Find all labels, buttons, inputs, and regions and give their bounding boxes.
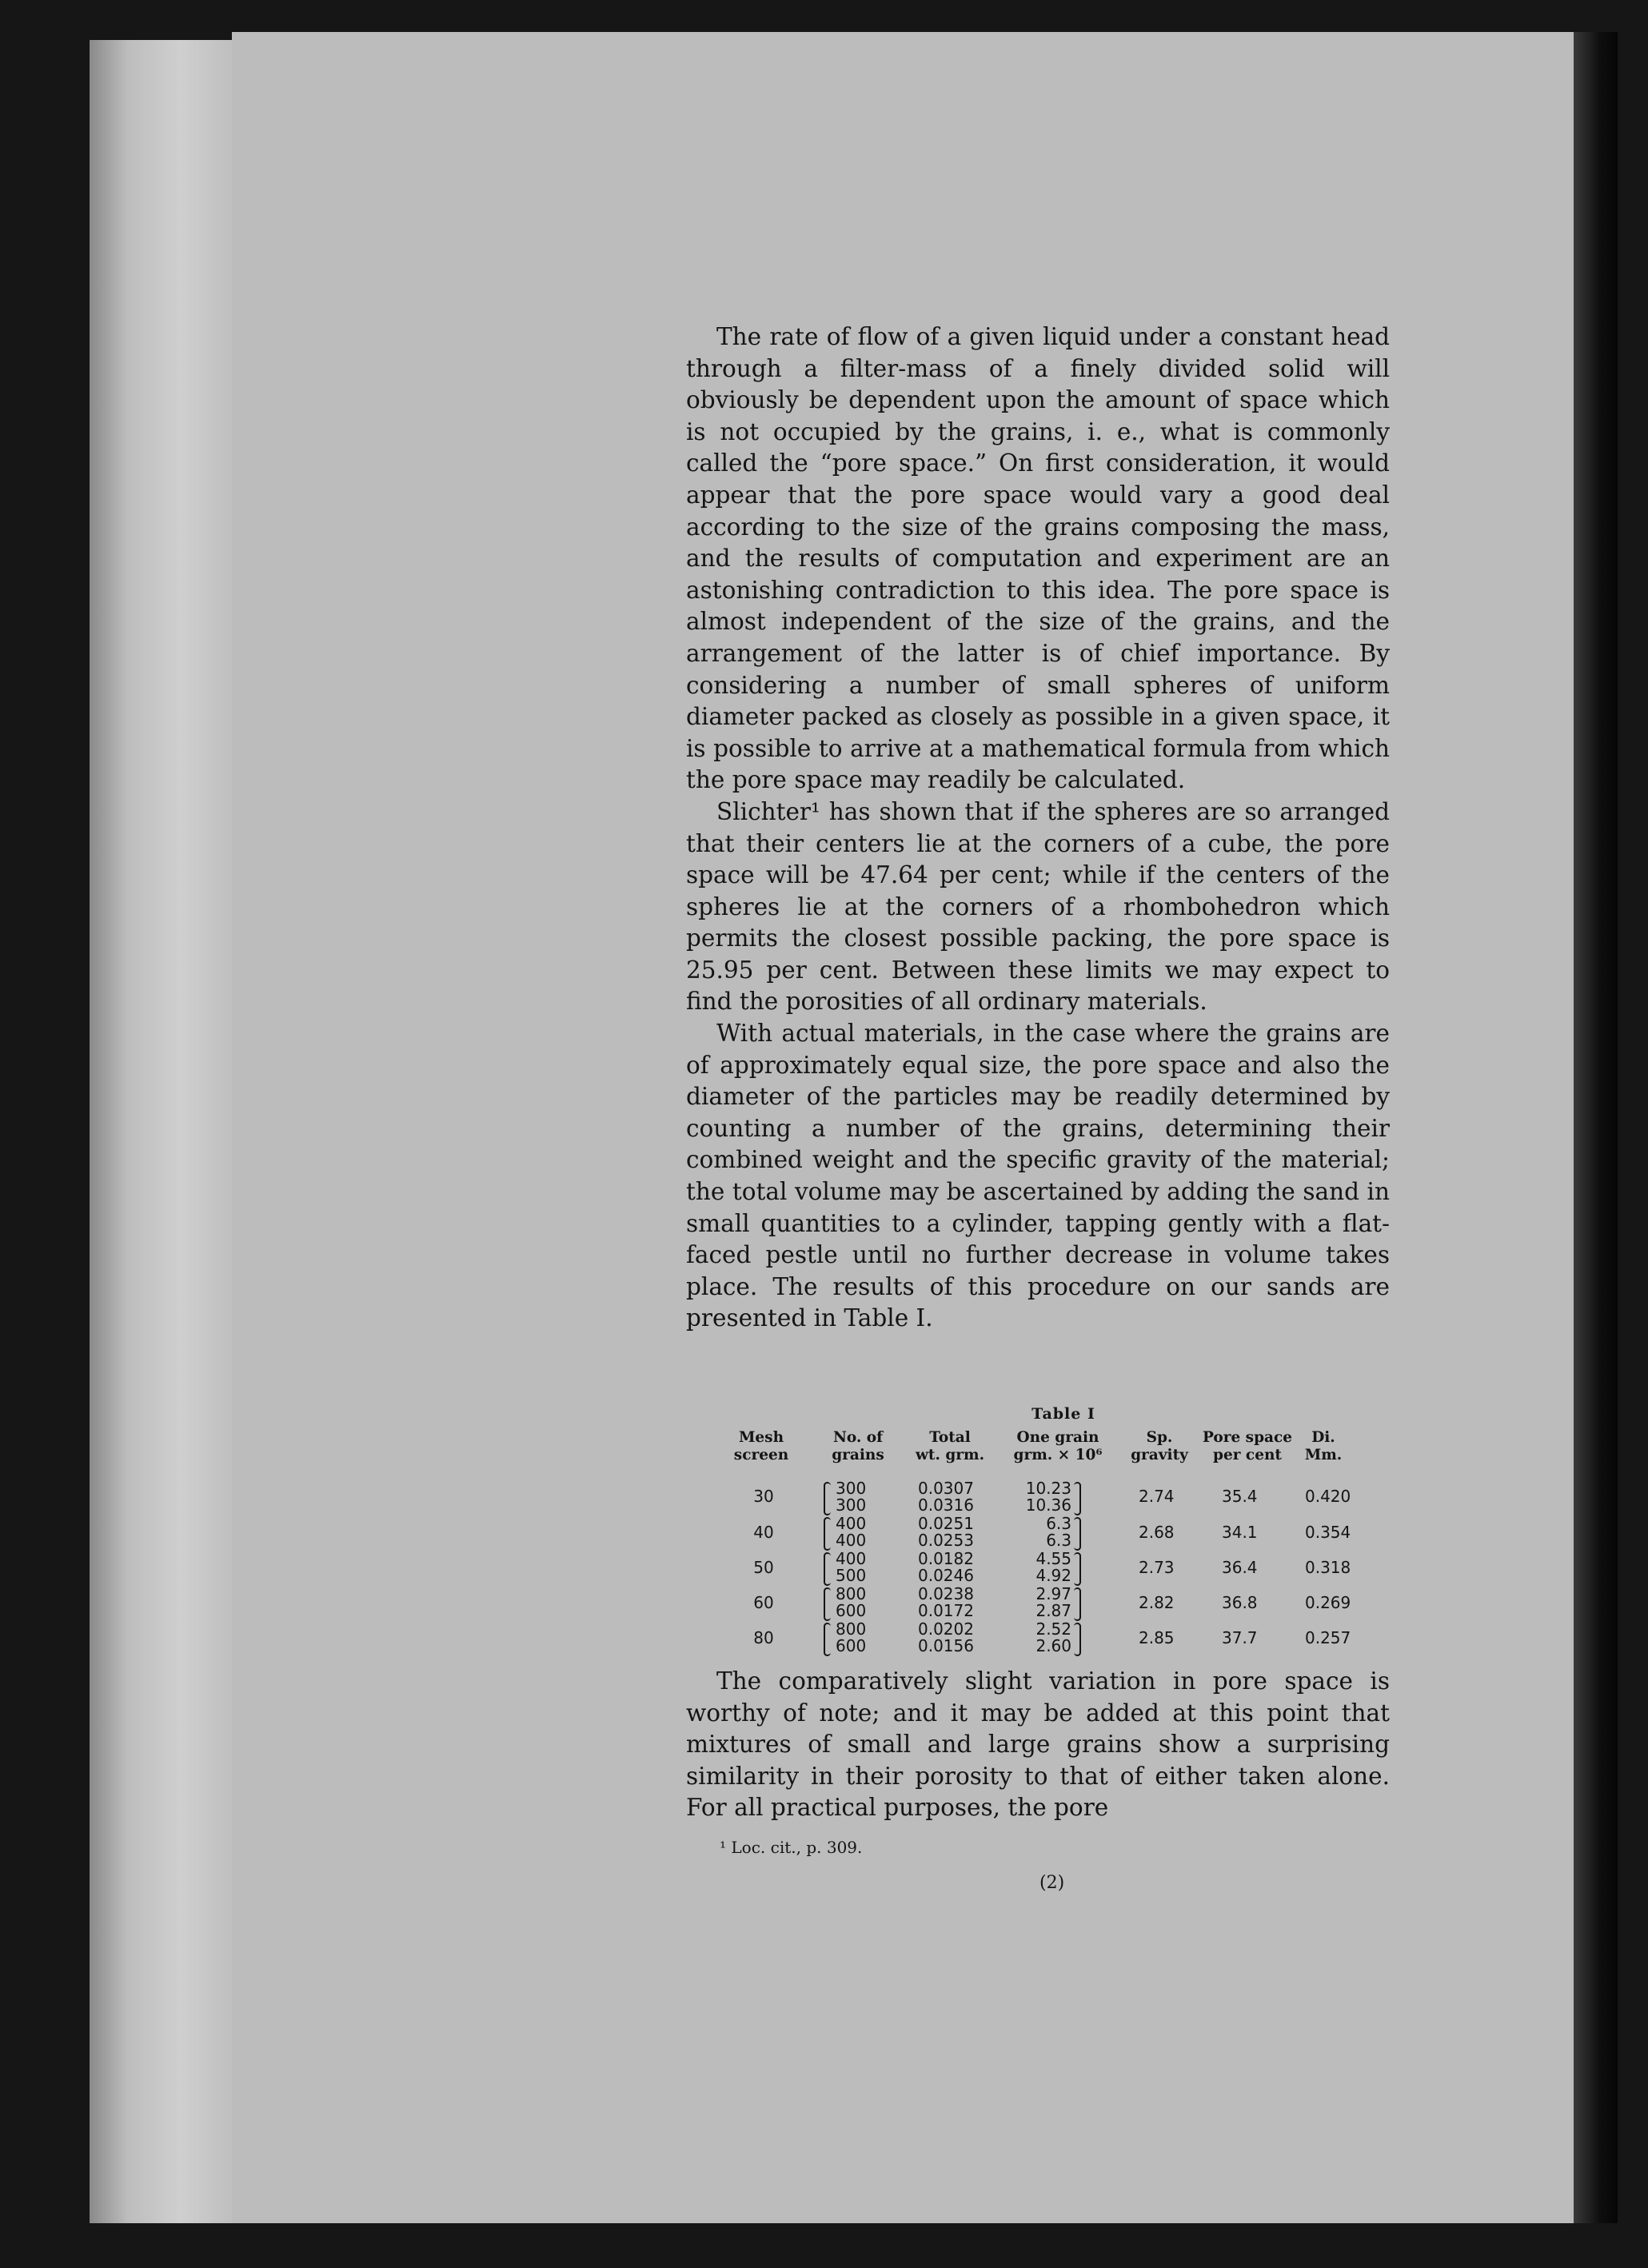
cell-mesh: 60: [753, 1593, 774, 1612]
cell-total: 0.0307 0.0316: [918, 1479, 974, 1515]
brace-left: [824, 1517, 831, 1551]
brace-left: [824, 1587, 831, 1621]
header-diameter: Di. Mm.: [1304, 1429, 1343, 1463]
cell-mesh: 80: [753, 1628, 774, 1647]
brace-left: [824, 1482, 831, 1515]
cell-pore-space: 34.1: [1222, 1523, 1258, 1542]
brace-left: [824, 1623, 831, 1656]
brace-left: [824, 1552, 831, 1586]
cell-total: 0.0251 0.0253: [918, 1514, 974, 1550]
cell-diameter: 0.257: [1305, 1628, 1351, 1647]
cell-one-grain: 6.3 6.3: [1046, 1514, 1071, 1550]
footnote: ¹ Loc. cit., p. 309.: [720, 1838, 863, 1857]
table-caption: Table I: [1031, 1405, 1095, 1423]
cell-grains: 800 600: [836, 1619, 867, 1655]
cell-pore-space: 36.8: [1222, 1593, 1258, 1612]
header-pore-space: Pore space per cent: [1202, 1429, 1293, 1463]
brace-right: [1074, 1517, 1081, 1551]
brace-right: [1074, 1552, 1081, 1586]
cell-total: 0.0182 0.0246: [918, 1549, 974, 1585]
brace-right: [1074, 1587, 1081, 1621]
paragraph-3: With actual materials, in the case where the grains are of approximately equal size, the pore space and also the diameter of the particles may be readily determined by counting a number of the grains, determining their combined weight and the specific gravity of the material; the total volume may be ascertained by adding the sand in small quantities to a cylinder, tapping gently with a flat-faced pestle until no further decrease in volume takes place. The results of this procedure on our sands are presented in Table I.: [686, 1020, 1390, 1332]
cell-sp-gravity: 2.82: [1139, 1593, 1175, 1612]
cell-one-grain: 4.55 4.92: [1035, 1549, 1071, 1585]
cell-sp-gravity: 2.85: [1139, 1628, 1175, 1647]
brace-right: [1074, 1482, 1081, 1515]
cell-sp-gravity: 2.68: [1139, 1523, 1175, 1542]
brace-right: [1074, 1623, 1081, 1656]
cell-grains: 300 300: [836, 1479, 867, 1515]
cell-sp-gravity: 2.73: [1139, 1558, 1175, 1577]
cell-diameter: 0.318: [1305, 1558, 1351, 1577]
header-sp-gravity: Sp. gravity: [1131, 1429, 1188, 1463]
paragraph-2: Slichter¹ has shown that if the spheres are so arranged that their centers lie at the corners of a cube, the pore space will be 47.64 per cent; while if the centers of the spheres lie at the corners of a rhombohedron which permits the closest possible packing, the pore space is 25.95 per cent. Between these limits we may expect to find the porosities of all ordinary materials.: [686, 797, 1390, 1016]
header-mesh: Mesh screen: [733, 1429, 789, 1463]
cell-pore-space: 37.7: [1222, 1628, 1258, 1647]
cell-one-grain: 2.97 2.87: [1035, 1584, 1071, 1620]
body-text: [686, 321, 1390, 1335]
cell-diameter: 0.420: [1305, 1487, 1351, 1506]
cell-diameter: 0.354: [1305, 1523, 1351, 1542]
cell-mesh: 40: [753, 1523, 774, 1542]
cell-sp-gravity: 2.74: [1139, 1487, 1175, 1506]
header-total: Total wt. grm.: [915, 1429, 985, 1463]
cell-pore-space: 35.4: [1222, 1487, 1258, 1506]
page-right-edge: [1574, 32, 1618, 2223]
cell-diameter: 0.269: [1305, 1593, 1351, 1612]
page-left-edge: [90, 40, 241, 2223]
page-number: (2): [1039, 1873, 1065, 1893]
header-grains: No. of grains: [832, 1429, 884, 1463]
cell-grains: 400 400: [836, 1514, 867, 1550]
paragraph-1: The rate of flow of a given liquid under a constant head through a filter-mass of a finely divided solid will obviously be dependent upon the amount of space which is not occupied by the grains, i. e., what is commonly called the “pore space.” On first consideration, it would appear that the pore space would vary a good deal according to the size of the grains composing the mass, and the results of computation and experiment are an astonishing contradiction to this idea. The pore space is almost independent of the size of the grains, and the arrangement of the latter is of chief importance. By considering a number of small spheres of uniform diameter packed as closely as possible in a given space, it is possible to arrive at a mathematical formula from which the pore space may readily be calculated.: [686, 323, 1390, 794]
cell-grains: 400 500: [836, 1549, 867, 1585]
paragraph-4: The comparatively slight variation in pore space is worthy of note; and it may be added at this point that mixtures of small and large grains show a surprising similarity in their porosity to that of either taken alone. For all practical purposes, the pore: [686, 1667, 1390, 1822]
cell-pore-space: 36.4: [1222, 1558, 1258, 1577]
cell-grains: 800 600: [836, 1584, 867, 1620]
cell-mesh: 30: [753, 1487, 774, 1506]
cell-one-grain: 10.23 10.36: [1025, 1479, 1071, 1515]
closing-text: [686, 1666, 1390, 1824]
cell-total: 0.0238 0.0172: [918, 1584, 974, 1620]
cell-one-grain: 2.52 2.60: [1035, 1619, 1071, 1655]
cell-total: 0.0202 0.0156: [918, 1619, 974, 1655]
header-one-grain: One grain grm. × 10⁶: [1013, 1429, 1103, 1463]
cell-mesh: 50: [753, 1558, 774, 1577]
